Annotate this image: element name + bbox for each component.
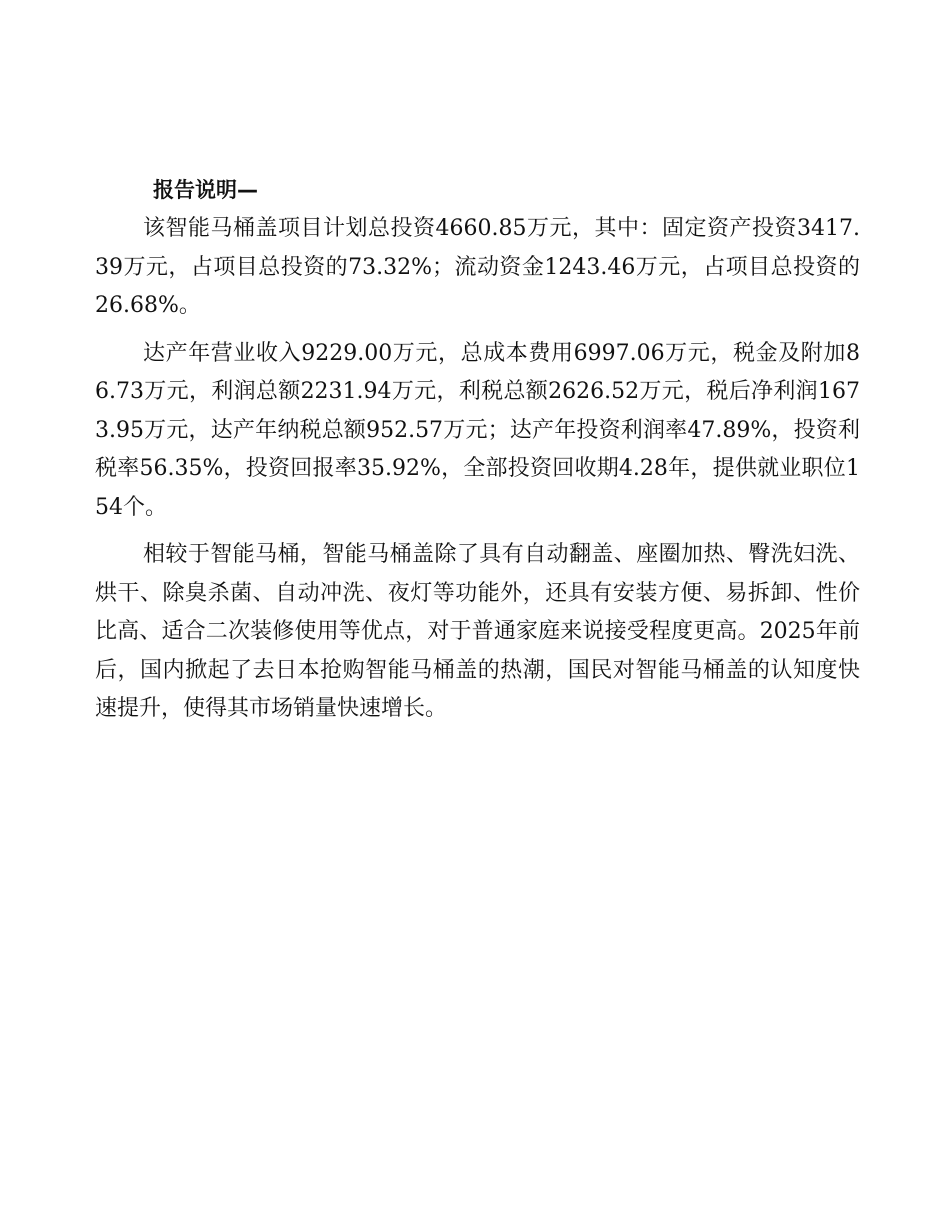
paragraph-financials: 达产年营业收入9229.00万元，总成本费用6997.06万元，税金及附加86.73万元，利润总额2231.94万元，利税总额2626.52万元，税后净利润1673.95万元，达产年纳税总额952.57万元；达产年投资利润率47.89%，投资利税率56.35%，投资回报率35.92%，全部投资回收期4.28年，提供就业职位154个。 [95, 340, 860, 520]
paragraph-market: 相较于智能马桶，智能马桶盖除了具有自动翻盖、座圈加热、臀洗妇洗、烘干、除臭杀菌、自动冲洗、夜灯等功能外，还具有安装方便、易拆卸、性价比高、适合二次装修使用等优点，对于普通家庭来说接受程度更高。2025年前后，国内掀起了去日本抢购智能马桶盖的热潮，国民对智能马桶盖的认知度快速提升，使得其市场销量快速增长。 [95, 542, 860, 721]
document-body [95, 170, 860, 738]
section-heading: 报告说明— [153, 178, 258, 202]
paragraph-investment: 该智能马桶盖项目计划总投资4660.85万元，其中：固定资产投资3417.39万元，占项目总投资的73.32%；流动资金1243.46万元，占项目总投资的26.68%。 [95, 216, 860, 318]
